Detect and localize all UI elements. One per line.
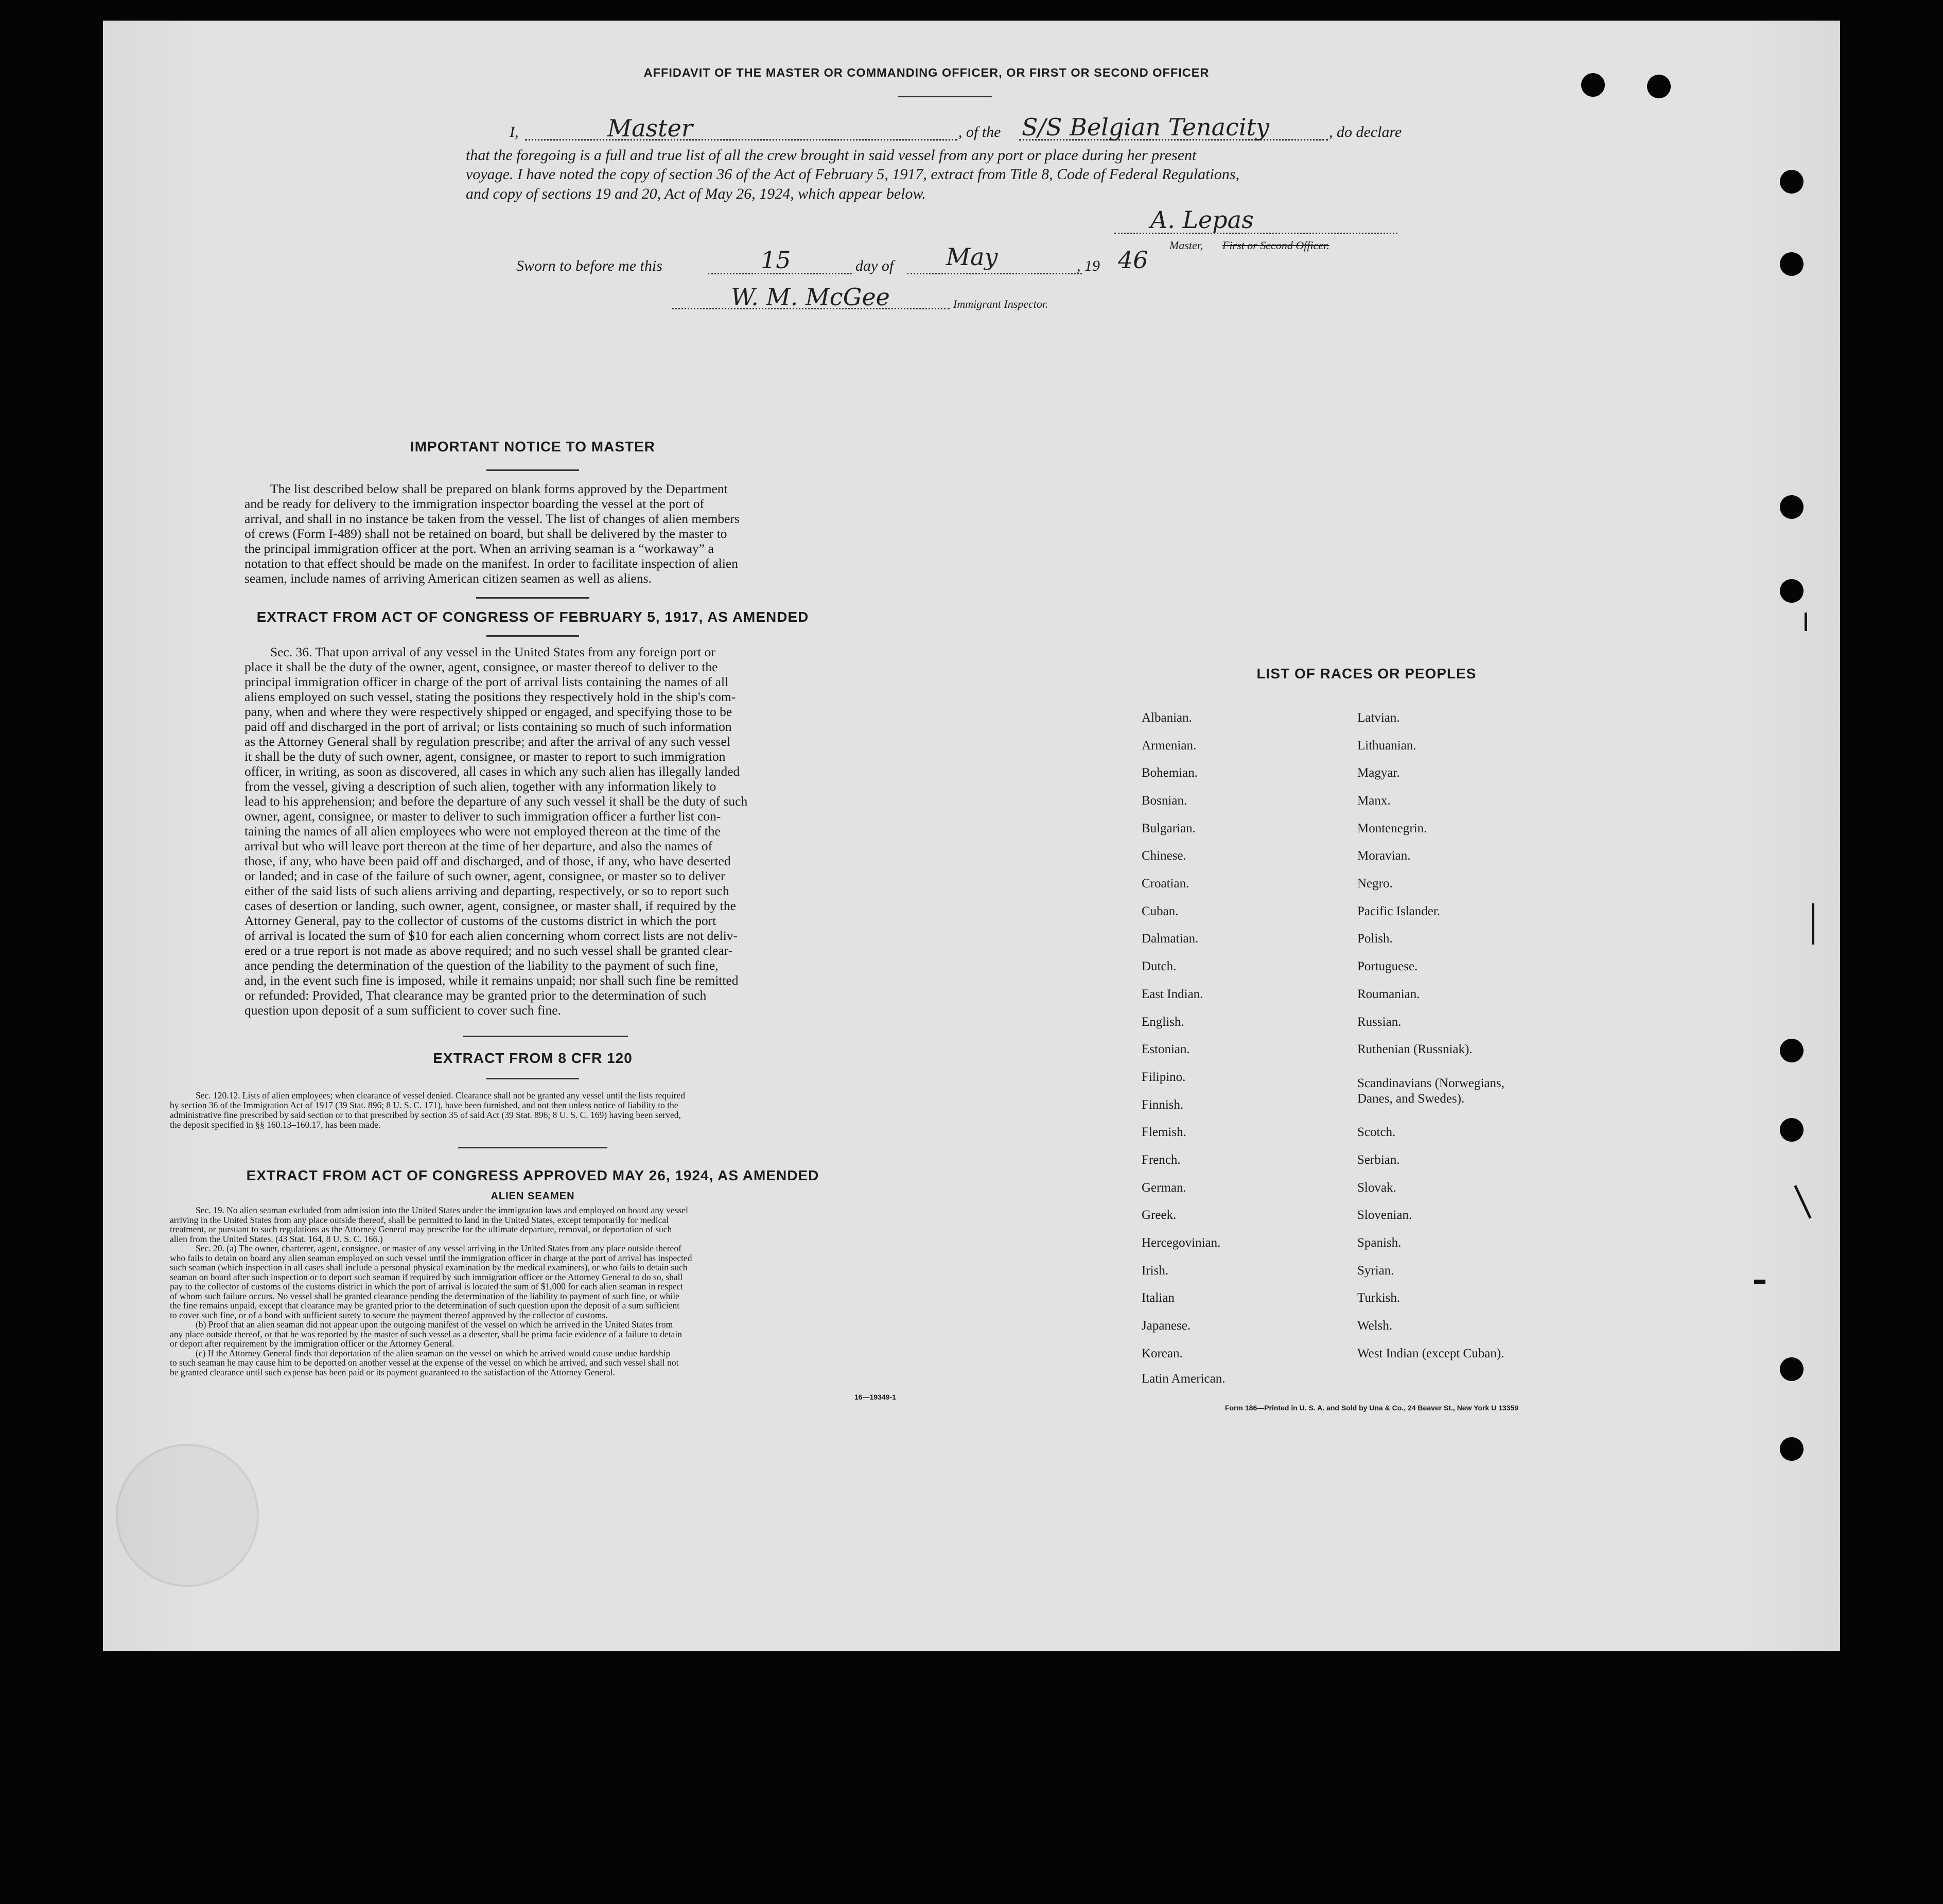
extract-1917-line: lead to his apprehension; and before the departure of any such vessel it shall be the duty of such: [244, 794, 748, 809]
embossed-seal: [116, 1444, 259, 1587]
race-item: Slovenian.: [1357, 1208, 1412, 1222]
affidavit-vessel-handwritten: S/S Belgian Tenacity: [1022, 113, 1270, 141]
race-item: Bulgarian.: [1142, 822, 1196, 835]
race-item: Moravian.: [1357, 849, 1411, 863]
sworn-year-handwritten: 46: [1118, 246, 1148, 274]
notice-line: of crews (Form I-489) shall not be retained on board, but shall be delivered by the master to: [244, 526, 727, 541]
notice-title: IMPORTANT NOTICE TO MASTER: [410, 439, 656, 455]
race-item: Latvian.: [1357, 711, 1400, 725]
extract-1924-line: of whom such failure occurs. No vessel shall be granted clearance pending the determination of the liability to payment of such fine, or while: [170, 1290, 679, 1301]
extract-1917-line: ance pending the determination of the question of the liability to the payment of such fine,: [244, 958, 719, 973]
extract-1924-title: EXTRACT FROM ACT OF CONGRESS APPROVED MAY 26, 1924, AS AMENDED: [246, 1167, 819, 1183]
race-item: Magyar.: [1357, 766, 1400, 780]
extract-1924-line: the fine remains unpaid, except that clearance may be granted prior to the determination of such question upon the deposit of a sum sufficient: [170, 1300, 680, 1311]
race-item: Italian: [1142, 1291, 1175, 1305]
extract-1924-line: pay to the collector of customs of the customs district in which the port of arrival is located the sum of $1,000 for each alien seaman in respect: [170, 1281, 684, 1291]
sworn-label: Sworn to before me this: [516, 257, 662, 274]
affidavit-line-3: voyage. I have noted the copy of section 36 of the Act of February 5, 1917, extract from Title 8, Code of Federal Regulations,: [466, 166, 1240, 183]
sworn-month-line: [907, 273, 1082, 274]
extract-cfr-line: by section 36 of the Immigration Act of 1917 (39 Stat. 896; 8 U. S. C. 171), have been furnished, and not then unless notice of liability to the: [170, 1100, 678, 1110]
race-item: Turkish.: [1357, 1291, 1401, 1305]
race-item: Manx.: [1357, 794, 1391, 808]
race-item: Montenegrin.: [1357, 822, 1427, 835]
extract-1917-line: officer, in writing, as soon as discovered, all cases in which any such alien has illegally landed: [244, 764, 740, 779]
punch-hole: [1647, 75, 1671, 98]
extract-1924-subtitle: ALIEN SEAMEN: [491, 1191, 575, 1202]
race-item: Scandinavians (Norwegians, Danes, and Swedes).: [1357, 1076, 1505, 1106]
officer-title-master: Master,: [1169, 239, 1203, 252]
race-item: Filipino.: [1142, 1070, 1186, 1084]
race-item: German.: [1142, 1181, 1186, 1195]
extract-1917-line: question upon deposit of a sum sufficient to cover such fine.: [244, 1003, 561, 1018]
ink-speck: [1805, 613, 1807, 631]
extract-1924-line: to such seaman he may cause him to be deported on another vessel at the expense of the vessel on which he arrived, and such vessel shall not: [170, 1357, 679, 1368]
extract-cfr-separator: [458, 1147, 607, 1148]
notice-line: The list described below shall be prepared on blank forms approved by the Department: [270, 481, 728, 496]
extract-1917-line: of arrival is located the sum of $10 for each alien concerning whom correct lists are not deliv-: [244, 928, 738, 943]
extract-1917-line: Attorney General, pay to the collector of customs of the customs district in which the port: [244, 913, 716, 928]
race-item: Chinese.: [1142, 849, 1186, 863]
extract-1917-line: it shall be the duty of such owner, agent, consignee, or master to report to such immigration: [244, 749, 726, 764]
extract-cfr-body: [170, 1091, 903, 1130]
extract-1917-line: or refunded: Provided, That clearance may be granted prior to the determination of such: [244, 988, 707, 1003]
race-item: Dalmatian.: [1142, 932, 1199, 946]
inspector-label: Immigrant Inspector.: [953, 298, 1048, 310]
extract-1924-body: [170, 1206, 903, 1377]
extract-cfr-title: EXTRACT FROM 8 CFR 120: [433, 1050, 633, 1066]
extract-1924-line: arriving in the United States from any place outside thereof, shall be permitted to land in the United States, except temporarily for medical: [170, 1214, 669, 1225]
race-item: Russian.: [1357, 1015, 1402, 1029]
punch-hole: [1780, 1118, 1804, 1142]
race-item: Hercegovinian.: [1142, 1236, 1221, 1250]
race-item: Latin American.: [1142, 1372, 1226, 1386]
punch-hole: [1780, 579, 1804, 603]
race-item: Armenian.: [1142, 739, 1197, 753]
extract-1924-line: (b) Proof that an alien seaman did not appear upon the outgoing manifest of the vessel on which he arrived in the United States from: [196, 1319, 673, 1330]
extract-1924-line: to cover such fine, or of a bond with sufficient surety to secure the payment thereof approved by the collector of customs.: [170, 1309, 608, 1320]
punch-hole: [1780, 1039, 1804, 1062]
officer-title-struck: First or Second Officer.: [1222, 239, 1329, 252]
notice-separator: [476, 597, 589, 599]
extract-1924-line: Sec. 19. No alien seaman excluded from admission into the United States under the immigration laws and employed on board any vessel: [196, 1205, 688, 1215]
race-item: Bohemian.: [1142, 766, 1198, 780]
punch-hole: [1581, 73, 1605, 97]
race-item: Albanian.: [1142, 711, 1192, 725]
extract-1924-line: treatment, or pursuant to such regulations as the Attorney General may prescribe for the ultimate departure, removal, or deportation of such: [170, 1224, 672, 1234]
sworn-day-handwritten: 15: [761, 246, 791, 274]
extract-1917-line: owner, agent, consignee, or master to deliver to such immigration officer a further list con-: [244, 809, 721, 824]
extract-1917-line: principal immigration officer in charge of the port of arrival lists containing the names of all: [244, 674, 729, 689]
race-item: East Indian.: [1142, 987, 1203, 1001]
punch-hole: [1780, 252, 1804, 276]
race-item: Finnish.: [1142, 1098, 1184, 1112]
extract-1917-line: pany, when and where they were respectively shipped or engaged, and specifying those to be: [244, 704, 732, 719]
extract-1924-line: who fails to detain on board any alien seaman employed on such vessel until the immigration officer in charge at the port of arrival has inspected: [170, 1252, 692, 1263]
sworn-month-handwritten: May: [946, 243, 998, 271]
notice-line: seamen, include names of arriving American citizen seamen as well as aliens.: [244, 571, 652, 586]
extract-cfr-line: administrative fine prescribed by said section or to that prescribed by section 35 of said Act (39 Stat. 896; 8 U. S. C. 169) having been served,: [170, 1110, 681, 1120]
extract-1924-line: be granted clearance until such expense has been paid or its payment guaranteed to the satisfaction of the Attorney General.: [170, 1367, 615, 1377]
race-item: Japanese.: [1142, 1319, 1191, 1333]
affidavit-name-line: [525, 139, 957, 141]
extract-1917-line: those, if any, who have been paid off and discharged, and of those, if any, who have deserted: [244, 853, 731, 868]
inspector-signature: W. M. McGee: [731, 283, 890, 311]
extract-1917-line: cases of desertion or landing, such owner, agent, consignee, or master shall, if required by the: [244, 898, 736, 913]
extract-1917-separator: [463, 1036, 628, 1037]
extract-1924-line: Sec. 20. (a) The owner, charterer, agent, consignee, or master of any vessel arriving in the United States from any place outside thereof: [196, 1243, 681, 1253]
form-footer-note: Form 186—Printed in U. S. A. and Sold by Una & Co., 24 Beaver St., New York U 13359: [1225, 1404, 1519, 1412]
extract-1917-line: aliens employed on such vessel, stating the positions they respectively hold in the ship's com-: [244, 689, 736, 704]
race-item: Greek.: [1142, 1208, 1177, 1222]
ink-speck: [1754, 1280, 1765, 1284]
race-item: Portuguese.: [1357, 959, 1418, 973]
affidavit-line-2: that the foregoing is a full and true list of all the crew brought in said vessel from any port or place during her present: [466, 147, 1197, 164]
sworn-year-prefix: , 19: [1077, 257, 1100, 274]
race-item: Pacific Islander.: [1357, 904, 1441, 918]
master-signature: A. Lepas: [1150, 206, 1254, 234]
affidavit-name-handwritten: Master: [607, 114, 693, 142]
races-title: LIST OF RACES OR PEOPLES: [1256, 666, 1477, 682]
affidavit-of-the-label: , of the: [958, 124, 1001, 141]
extract-1924-line: such seaman (which inspection in all cases shall include a personal physical examination by the medical examiners), or who fails to detain such: [170, 1262, 688, 1272]
race-item: Welsh.: [1357, 1319, 1393, 1333]
extract-1917-line: ered or a true report is not made as above required; and no such vessel shall be granted clear-: [244, 943, 733, 958]
race-item: Polish.: [1357, 932, 1393, 946]
race-item: Serbian.: [1357, 1153, 1400, 1167]
extract-1917-line: as the Attorney General shall by regulation prescribe; and after the arrival of any such vessel: [244, 734, 730, 749]
race-item: Syrian.: [1357, 1264, 1394, 1278]
ink-speck: [1812, 903, 1814, 945]
sworn-day-of-label: day of: [855, 257, 894, 274]
race-item: Ruthenian (Russniak).: [1357, 1042, 1473, 1056]
race-item: Dutch.: [1142, 959, 1177, 973]
extract-1917-title-rule: [486, 635, 579, 637]
race-item: French.: [1142, 1153, 1181, 1167]
extract-1917-line: Sec. 36. That upon arrival of any vessel in the United States from any foreign port or: [270, 644, 715, 659]
race-item: Negro.: [1357, 877, 1393, 890]
notice-title-rule: [486, 469, 579, 471]
extract-1917-title: EXTRACT FROM ACT OF CONGRESS OF FEBRUARY 5, 1917, AS AMENDED: [256, 609, 809, 625]
race-item: Korean.: [1142, 1347, 1183, 1360]
extract-1917-body: [244, 644, 821, 1018]
extract-1917-line: or landed; and in case of the failure of such owner, agent, consignee, or master so to deliver: [244, 868, 725, 883]
notice-body: [244, 481, 821, 586]
race-item: Croatian.: [1142, 877, 1189, 890]
affidavit-line-4: and copy of sections 19 and 20, Act of May 26, 1924, which appear below.: [466, 185, 926, 202]
extract-cfr-line: the deposit specified in §§ 160.13–160.17, has been made.: [170, 1120, 381, 1130]
race-item: Bosnian.: [1142, 794, 1187, 808]
race-item: West Indian (except Cuban).: [1357, 1347, 1504, 1360]
race-item: Irish.: [1142, 1264, 1169, 1278]
affidavit-i-label: I,: [510, 124, 519, 141]
notice-line: notation to that effect should be made on the manifest. In order to facilitate inspection of alien: [244, 556, 739, 571]
extract-1924-line: alien from the United States. (43 Stat. 164, 8 U. S. C. 166.): [170, 1233, 383, 1244]
affidavit-title: AFFIDAVIT OF THE MASTER OR COMMANDING OFFICER, OR FIRST OR SECOND OFFICER: [643, 66, 1210, 79]
extract-1917-line: from the vessel, giving a description of such alien, together with any information likely to: [244, 779, 716, 794]
extract-cfr-line: Sec. 120.12. Lists of alien employees; when clearance of vessel denied. Clearance shall not be granted any vessel until the lists required: [196, 1090, 686, 1101]
punch-hole: [1780, 495, 1804, 519]
race-item: Scotch.: [1357, 1125, 1396, 1139]
extract-1917-line: paid off and discharged in the port of arrival; or lists containing so much of such information: [244, 719, 732, 734]
extract-1917-line: either of the said lists of such aliens arriving and departing, respectively, or so to report such: [244, 883, 729, 898]
notice-line: the principal immigration officer at the port. When an arriving seaman is a “workaway” a: [244, 541, 714, 556]
extract-1924-line: seaman on board after such inspection or to deport such seaman if required by such immigration officer or the Attorney General to do so, shall: [170, 1271, 683, 1282]
notice-line: arrival, and shall in no instance be taken from the vessel. The list of changes of alien members: [244, 511, 740, 526]
race-item: Cuban.: [1142, 904, 1179, 918]
race-item: Slovak.: [1357, 1181, 1396, 1195]
punch-hole: [1780, 1437, 1804, 1461]
extract-1917-line: arrival but who will leave port thereon at the time of her departure, and also the names of: [244, 839, 713, 853]
extract-cfr-title-rule: [486, 1078, 579, 1079]
affidavit-do-declare: , do declare: [1329, 124, 1402, 141]
affidavit-title-rule: [898, 96, 992, 97]
notice-line: and be ready for delivery to the immigration inspector boarding the vessel at the port of: [244, 496, 704, 511]
extract-1917-line: and, in the event such fine is imposed, while it remains unpaid; nor shall such fine be remitted: [244, 973, 739, 988]
extract-1917-line: place it shall be the duty of the owner, agent, consignee, or master thereof to deliver to the: [244, 659, 718, 674]
punch-hole: [1780, 170, 1804, 194]
race-item: Spanish.: [1357, 1236, 1402, 1250]
extract-1924-line: or deport after requirement by the immigration officer or the Attorney General.: [170, 1338, 454, 1349]
race-item: English.: [1142, 1015, 1184, 1029]
punch-hole: [1780, 1357, 1804, 1381]
race-item: Lithuanian.: [1357, 739, 1416, 753]
race-item: Estonian.: [1142, 1042, 1190, 1056]
extract-1917-line: taining the names of all alien employees who were not employed thereon at the time of the: [244, 824, 721, 839]
race-item: Roumanian.: [1357, 987, 1420, 1001]
form-code: 16—19349-1: [854, 1393, 896, 1401]
extract-1924-line: any place outside thereof, or that he was reported by the master of such vessel as a deserter, shall be prima facie evidence of a failure to detain: [170, 1329, 682, 1339]
race-item: Flemish.: [1142, 1125, 1186, 1139]
extract-1924-line: (c) If the Attorney General finds that deportation of the alien seaman on the vessel on which he arrived would cause undue hardship: [196, 1348, 671, 1358]
